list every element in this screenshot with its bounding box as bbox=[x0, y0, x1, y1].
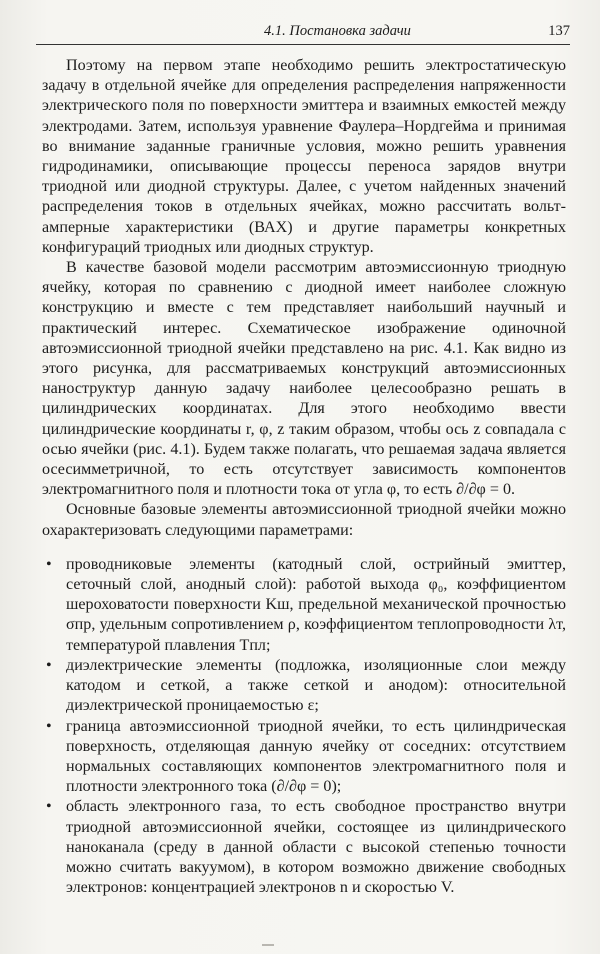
paragraph-elements-lead: Основные базовые элементы автоэмиссионной триодной ячейки можно охарактеризовать следующими параметрами: bbox=[42, 501, 566, 539]
parameter-list bbox=[42, 555, 566, 898]
list-item-text: диэлектрические элементы (подложка, изоляционные слои между катодом и сеткой, а также сеткой и анодом): относительной диэлектрической проницаемостью ε; bbox=[66, 656, 566, 715]
list-item bbox=[42, 656, 566, 717]
list-item bbox=[42, 717, 566, 798]
list-item-text: область электронного газа, то есть свободное пространство внутри триодной автоэмиссионной ячейки, состоящее из цилиндрического наноканала (среду в данной области с высокой степенью точности можно считать вакуумом), в котором возможно движение свободных электронов: концентрацией электронов n и скоростью V. bbox=[66, 798, 566, 897]
bullet-mark: • bbox=[46, 798, 52, 816]
list-item-text: проводниковые элементы (катодный слой, острийный эмиттер, сеточный слой, анодный слой): работой выхода φ₀, коэффициентом шероховатости поверхности Kш, предельной механической прочностью σпр, удельным сопротивлением ρ, коэффициентом теплопроводности λт, температурой плавления Tпл; bbox=[66, 555, 566, 654]
section-title: 4.1. Постановка задачи bbox=[264, 23, 411, 39]
body-text bbox=[42, 56, 566, 898]
page-bottom-mark bbox=[262, 944, 274, 946]
list-item bbox=[42, 555, 566, 656]
paragraph-base-model: В качестве базовой модели рассмотрим автоэмиссионную триодную ячейку, которая по сравнению с диодной имеет наиболее сложную конструкцию и вместе с тем представляет наибольший научный и практический интерес. Схематическое изображение одиночной автоэмиссионной триодной ячейки представлено на рис. 4.1. Как видно из этого рисунка, для рассматриваемых конструкций автоэмиссионных наноструктур данную задачу наиболее целесообразно решать в цилиндрических координатах. Для этого необходимо ввести цилиндрические координаты r, φ, z таким образом, чтобы ось z совпадала с осью ячейки (рис. 4.1). Будем также полагать, что решаемая задача является осесимметричной, то есть отсутствует зависимость компонентов электромагнитного поля и плотности тока от угла φ, то есть ∂/∂φ = 0. bbox=[42, 259, 566, 499]
running-header bbox=[36, 20, 570, 45]
list-item-text: граница автоэмиссионной триодной ячейки, то есть цилиндрическая поверхность, отделяющая данную ячейку от соседних: отсутствием нормальных составляющих компонентов электромагнитного поля и плотности электронного тока (∂/∂φ = 0); bbox=[66, 717, 566, 796]
bullet-mark: • bbox=[46, 555, 52, 573]
bullet-mark: • bbox=[46, 656, 52, 674]
spacer bbox=[42, 541, 566, 555]
bullet-mark: • bbox=[46, 717, 52, 735]
paragraph-intro: Поэтому на первом этапе необходимо решить электростатическую задачу в отдельной ячейке для определения распределения напряженности электрического поля по поверхности эмиттера и взаимных емкостей между электродами. Затем, используя уравнение Фаулера–Нордгейма и принимая во внимание заданные граничные условия, можно решить уравнения гидродинамики, описывающие процессы переноса зарядов внутри триодной или диодной структуры. Далее, с учетом найденных значений распределения токов в отдельных ячейках, можно рассчитать вольт-амперные характеристики (ВАХ) и другие параметры конкретных конфигураций триодных или диодных структур. bbox=[42, 57, 566, 256]
page-number: 137 bbox=[548, 23, 570, 39]
list-item bbox=[42, 797, 566, 898]
